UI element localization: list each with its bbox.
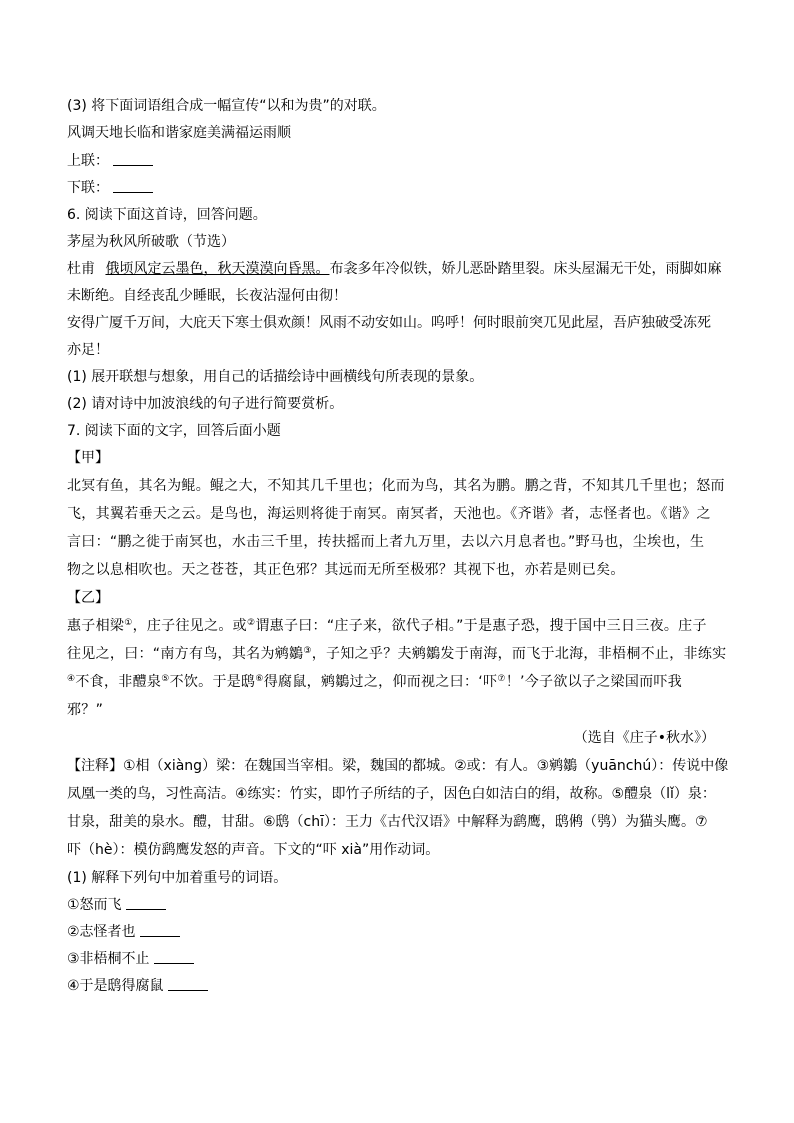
jia-line: 物之以息相吹也。天之苍苍，其正色邪？其远而无所至极邪？其视下也，亦若是则已矣。 [67, 562, 625, 578]
vocab-item-text: ①怒而飞 [67, 897, 122, 913]
yi-line [67, 616, 707, 636]
q7-yi-label: 【乙】 [67, 590, 109, 606]
yi-text: ，庄子往见之。或 [132, 618, 247, 634]
vocab-item-text: ④于是鸱得腐鼠 [67, 978, 164, 994]
q6-poem-line3: 安得广厦千万间，大庇天下寒士俱欢颜！风雨不动安如山。呜呼！何时眼前突兀见此屋，吾庐独破受冻死 [67, 315, 711, 331]
q6-poem-line2: 未断绝。自经丧乱少睡眠，长夜沾湿何由彻！ [67, 288, 347, 304]
answer-blank[interactable] [154, 949, 194, 964]
vocab-item-text: ②志怪者也 [67, 924, 136, 940]
vocab-item [67, 922, 180, 942]
yi-text: 惠子相梁 [67, 618, 125, 634]
footnote-marker: ⑥ [255, 674, 264, 684]
notes-line: 凤凰一类的鸟，习性高洁。④练实：竹实，即竹子所结的子，因色白如洁白的绢，故称。⑤醴泉（lǐ）泉： [67, 786, 716, 802]
notes-line: 甘泉，甜美的泉水。醴，甘甜。⑥鸱（chī）：王力《古代汉语》中解释为鹞鹰，鸱鸺（鸮）为猫头鹰。⑦ [67, 814, 708, 830]
yi-text: 不饮。于是鸱 [169, 674, 256, 690]
q6-poem-line1 [67, 259, 721, 279]
footnote-marker: ① [124, 618, 133, 628]
upper-couplet-label: 上联： [67, 153, 109, 169]
answer-blank[interactable] [140, 922, 180, 937]
lower-couplet-label: 下联： [67, 180, 109, 196]
q5-upper-line [67, 151, 153, 171]
lower-couplet-blank[interactable] [113, 178, 153, 193]
poem-underlined-line: 俄顷风定云墨色，秋天漠漠向昏黑。 [105, 261, 330, 277]
vocab-item [67, 976, 208, 996]
notes-line: 吓（hè）：模仿鹞鹰发怒的声音。下文的“吓 xià”用作动词。 [67, 842, 440, 858]
q7-jia-label: 【甲】 [67, 450, 109, 466]
yi-text: 不食，非醴泉 [75, 674, 162, 690]
yi-text: ！’今子欲以子之梁国而吓我 [505, 674, 683, 690]
q7-sub1: (1) 解释下列句中加着重号的词语。 [67, 870, 288, 886]
vocab-item-text: ③非梧桐不止 [67, 951, 150, 967]
poem-author: 杜甫 [67, 261, 95, 277]
q5-item3: (3) 将下面词语组合成一幅宣传“以和为贵”的对联。 [67, 98, 386, 114]
q6-poem-line4: 亦足！ [67, 342, 109, 358]
answer-blank[interactable] [126, 895, 166, 910]
footnote-marker: ⑦ [497, 674, 506, 684]
q5-words: 风调天地长临和谐家庭美满福运雨顺 [67, 125, 291, 141]
source-citation: （选自《庄子•秋水》） [573, 730, 715, 746]
yi-text: 往见之，曰：“南方有鸟，其名为鹓鶵 [67, 646, 304, 662]
footnote-marker: ④ [67, 674, 76, 684]
vocab-item [67, 949, 194, 969]
footnote-marker: ⑤ [161, 674, 170, 684]
q6-sub2: (2) 请对诗中加波浪线的句子进行简要赏析。 [67, 396, 344, 412]
q5-lower-line [67, 178, 153, 198]
q6-heading: 6. 阅读下面这首诗，回答问题。 [67, 207, 267, 223]
yi-text: ，子知之乎？夫鹓鶵发于南海，而飞于北海，非梧桐不止，非练实 [311, 646, 727, 662]
upper-couplet-blank[interactable] [113, 151, 153, 166]
yi-line: 邪？” [67, 702, 104, 718]
answer-blank[interactable] [168, 976, 208, 991]
footnote-marker: ② [246, 618, 256, 628]
yi-line [67, 644, 726, 664]
yi-text: 谓惠子曰：“庄子来，欲代子相。”于是惠子恐，搜于国中三日三夜。庄子 [255, 618, 707, 634]
jia-line: 北冥有鱼，其名为鲲。鲲之大，不知其几千里也；化而为鸟，其名为鹏。鹏之背，不知其几千里也；怒而 [67, 478, 725, 494]
poem-line1-rest: 布衾多年冷似铁，娇儿恶卧踏里裂。床头屋漏无干处，雨脚如麻 [329, 261, 722, 277]
jia-line: 飞，其翼若垂天之云。是鸟也，海运则将徙于南冥。南冥者，天池也。《齐谐》者，志怪者也。《谐》之 [67, 506, 711, 522]
jia-line: 言曰：“鹏之徙于南冥也，水击三千里，抟扶摇而上者九万里，去以六月息者也。”野马也，尘埃也，生 [67, 534, 705, 550]
q6-sub1: (1) 展开联想与想象，用自己的话描绘诗中画横线句所表现的景象。 [67, 369, 484, 385]
q6-poem-title: 茅屋为秋风所破歌（节选） [67, 234, 235, 250]
yi-text: 得腐鼠，鹓鶵过之，仰而视之曰：‘吓 [263, 674, 498, 690]
q7-heading: 7. 阅读下面的文字，回答后面小题 [67, 423, 281, 439]
notes-line: 【注释】①相（xiàng）梁：在魏国当宰相。梁，魏国的都城。②或：有人。③鹓鶵（yuānchú）：传说中像 [67, 758, 729, 774]
footnote-marker: ③ [303, 646, 312, 656]
yi-line [67, 672, 682, 692]
vocab-item [67, 895, 166, 915]
